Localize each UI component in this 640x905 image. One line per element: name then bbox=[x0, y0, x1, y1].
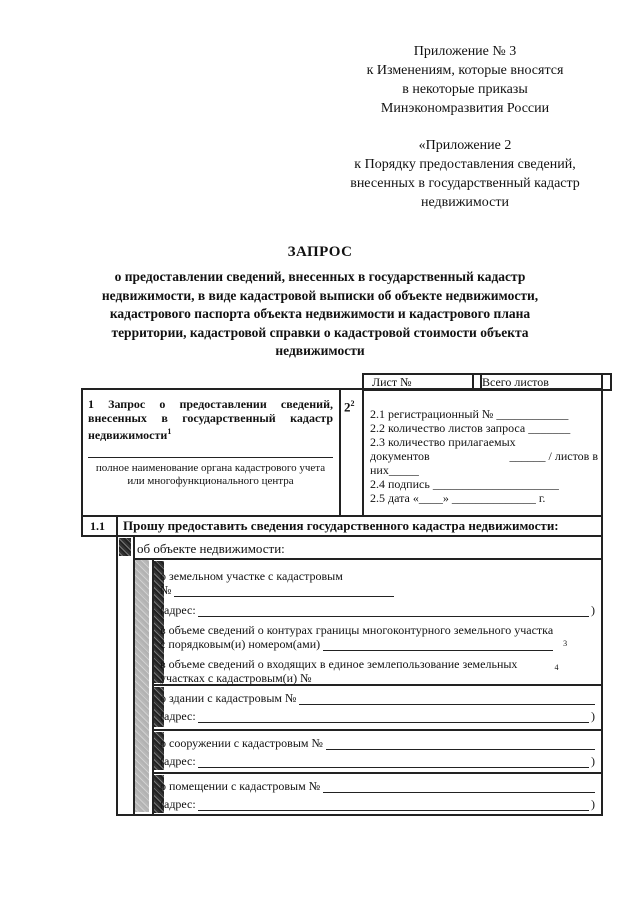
building-address-input[interactable] bbox=[198, 710, 589, 723]
address-suffix: ) bbox=[591, 797, 595, 811]
signature-field[interactable]: 2.4 подпись _____________________ bbox=[370, 477, 559, 491]
land-plot-number-row bbox=[160, 583, 595, 597]
footnote-ref: 2 bbox=[350, 399, 355, 408]
s11-heading: Прошу предоставить сведения государственного кадастра недвижимости: bbox=[123, 518, 559, 533]
land-plot-address-row bbox=[160, 603, 595, 617]
premises-label: о помещении с кадастровым № bbox=[160, 779, 321, 793]
appendix-line: к Изменениям, которые вносятся bbox=[366, 63, 564, 78]
address-suffix: ) bbox=[591, 709, 595, 723]
number-sign: № bbox=[160, 583, 172, 597]
section2-number bbox=[344, 396, 355, 414]
footnote-ref: 3 bbox=[563, 639, 568, 648]
appendix-block bbox=[300, 42, 630, 212]
single-use-label2: участках с кадастровым(и) № bbox=[160, 671, 312, 685]
options-right-border bbox=[601, 558, 603, 815]
authority-caption bbox=[88, 462, 333, 488]
subtitle-line: территории, кадастровой справки о кадастровой стоимости объекта bbox=[111, 324, 529, 340]
object-label: об объекте недвижимости: bbox=[137, 541, 285, 556]
object-row-bottom bbox=[133, 558, 601, 560]
total-sheets-label: Всего листов bbox=[482, 375, 549, 389]
address-prefix: (адрес: bbox=[160, 754, 196, 768]
address-suffix: ) bbox=[591, 603, 595, 617]
building-option bbox=[160, 691, 595, 723]
premises-number-input[interactable] bbox=[323, 780, 595, 793]
subtitle-line: недвижимости, в виде кадастровой выписки об объекте недвижимости, bbox=[101, 287, 539, 303]
subtitle-line: о предоставлении сведений, внесенных в государственный кадастр bbox=[114, 269, 526, 284]
structure-address-input[interactable] bbox=[198, 755, 589, 768]
shaded-margin bbox=[135, 560, 149, 812]
subtitle-line: кадастрового паспорта объекта недвижимости и кадастрового плана bbox=[109, 306, 531, 321]
form-bottom-border bbox=[116, 814, 603, 816]
s11-top-border bbox=[81, 515, 603, 517]
multi-contour-label: в объеме сведений о контурах границы многоконтурного земельного участка bbox=[160, 623, 554, 637]
premises-option bbox=[160, 779, 595, 811]
structure-label: о сооружении с кадастровым № bbox=[160, 736, 323, 750]
premises-address-row bbox=[160, 797, 595, 811]
structure-address-row bbox=[160, 754, 595, 768]
appendix-line: «Приложение 2 bbox=[418, 138, 512, 153]
address-prefix: (адрес: bbox=[160, 603, 196, 617]
land-plot-label: о земельном участке с кадастровым bbox=[160, 569, 343, 583]
land-plot-option bbox=[160, 569, 595, 685]
section2-divider bbox=[362, 373, 364, 516]
structure-number-input[interactable] bbox=[326, 737, 595, 750]
attached-docs-label: 2.3 количество прилагаемых bbox=[370, 435, 516, 449]
land-plot-bottom bbox=[152, 684, 601, 686]
document-subtitle bbox=[70, 268, 570, 361]
building-bottom bbox=[152, 729, 601, 731]
caption-line: или многофункционального центра bbox=[127, 475, 294, 487]
form-right-border bbox=[601, 373, 603, 516]
s11-number: 1.1 bbox=[90, 519, 105, 533]
s11-num-divider bbox=[116, 515, 118, 815]
form-left-border bbox=[81, 388, 83, 516]
registration-number-field[interactable]: 2.1 регистрационный № ____________ bbox=[370, 407, 569, 421]
multi-contour-label2: с порядковым(и) номером(ами) bbox=[160, 637, 321, 651]
land-plot-address-input[interactable] bbox=[198, 604, 589, 617]
appendix-line: Минэкономразвития России bbox=[380, 101, 550, 116]
subtitle-line: недвижимости bbox=[275, 343, 365, 358]
appendix-line: недвижимости bbox=[421, 195, 509, 210]
appendix-line: к Порядку предоставления сведений, bbox=[354, 157, 576, 172]
structure-row bbox=[160, 736, 595, 750]
footnote-ref: 4 bbox=[554, 663, 559, 672]
s11-heading-bottom bbox=[81, 535, 603, 537]
section-divider bbox=[339, 388, 341, 516]
premises-row bbox=[160, 779, 595, 793]
premises-address-input[interactable] bbox=[198, 798, 589, 811]
land-plot-number-input[interactable] bbox=[174, 584, 394, 597]
address-suffix: ) bbox=[591, 754, 595, 768]
footnote-ref: 1 bbox=[167, 427, 172, 436]
docs-count-field[interactable]: ______ / листов в bbox=[509, 449, 598, 463]
structure-option bbox=[160, 736, 595, 768]
section2-num: 2 bbox=[344, 399, 351, 415]
address-prefix: (адрес: bbox=[160, 797, 196, 811]
object-checkbox[interactable] bbox=[119, 538, 131, 556]
request-sheets-field[interactable]: 2.2 количество листов запроса _______ bbox=[370, 421, 571, 435]
date-field[interactable]: 2.5 дата «____» ______________ г. bbox=[370, 491, 546, 505]
appendix-line: внесенных в государственный кадастр bbox=[350, 176, 580, 191]
building-label: о здании с кадастровым № bbox=[160, 691, 297, 705]
multi-contour-row bbox=[160, 637, 595, 651]
building-row bbox=[160, 691, 595, 705]
document-title: ЗАПРОС bbox=[287, 244, 353, 260]
docs-label: документов bbox=[370, 449, 430, 463]
address-prefix: (адрес: bbox=[160, 709, 196, 723]
sheets-in-docs-field[interactable]: них_____ bbox=[370, 463, 419, 477]
building-address-row bbox=[160, 709, 595, 723]
attached-docs-row bbox=[370, 449, 598, 463]
caption-line: полное наименование органа кадастрового учета bbox=[95, 462, 326, 474]
appendix-line: в некоторые приказы bbox=[402, 82, 528, 97]
object-row-right bbox=[601, 535, 603, 558]
authority-name-field[interactable] bbox=[88, 457, 333, 458]
structure-bottom bbox=[152, 772, 601, 774]
single-use-label: в объеме сведений о входящих в единое землепользование земельных bbox=[160, 657, 518, 671]
s11-left-border bbox=[81, 515, 83, 535]
section2-items bbox=[370, 407, 598, 505]
sheet-number-label: Лист № bbox=[372, 375, 412, 389]
appendix-line: Приложение № 3 bbox=[413, 44, 517, 59]
s11-right-border bbox=[601, 515, 603, 535]
section1-text: 1 Запрос о предоставлении сведений, внесенных в государственный кадастр недвижимости bbox=[88, 397, 333, 442]
form-top-border bbox=[81, 388, 603, 390]
building-number-input[interactable] bbox=[299, 692, 595, 705]
contour-number-input[interactable] bbox=[323, 638, 553, 651]
section1-label bbox=[88, 397, 333, 442]
